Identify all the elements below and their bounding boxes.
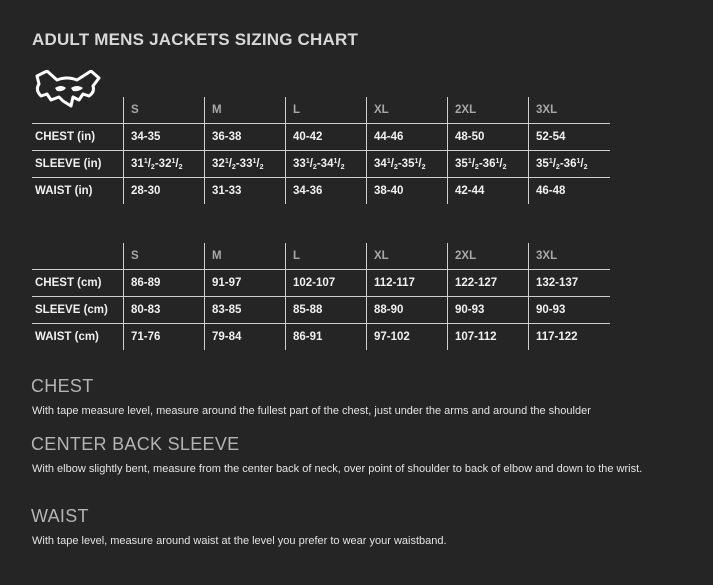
size-header-3xl: 3XL: [529, 97, 610, 124]
size-header-3xl: 3XL: [529, 243, 610, 270]
size-header-s: S: [124, 243, 205, 270]
row-label: SLEEVE (in): [32, 151, 124, 178]
size-header-row: [32, 97, 610, 124]
table-cell: 86-91: [286, 324, 367, 351]
table-cell: 107-112: [448, 324, 529, 351]
size-header-s: S: [124, 97, 205, 124]
table-cell: $35^1/_2-36^1/_2$: [529, 151, 610, 178]
table-cell: 102-107: [286, 270, 367, 297]
table-cell: $34^1/_2-35^1/_2$: [367, 151, 448, 178]
size-header-m: M: [205, 243, 286, 270]
header-corner: [32, 97, 124, 124]
size-header-xl: XL: [367, 97, 448, 124]
size-header-l: L: [286, 97, 367, 124]
table-cell: 40-42: [286, 124, 367, 151]
table-cell: 97-102: [367, 324, 448, 351]
size-header-2xl: 2XL: [448, 97, 529, 124]
table-cell: 71-76: [124, 324, 205, 351]
size-header-m: M: [205, 97, 286, 124]
row-label: WAIST (in): [32, 178, 124, 205]
table-cell: $32^1/_2-33^1/_2$: [205, 151, 286, 178]
table-cell: 79-84: [205, 324, 286, 351]
table-cell: 42-44: [448, 178, 529, 205]
table-cell: 48-50: [448, 124, 529, 151]
table-cell: 46-48: [529, 178, 610, 205]
table-cell: 117-122: [529, 324, 610, 351]
size-table-centimeters: [32, 243, 610, 350]
table-cell: 31-33: [205, 178, 286, 205]
page-title: ADULT MENS JACKETS SIZING CHART: [32, 30, 359, 49]
table-cell: 34-36: [286, 178, 367, 205]
size-table-inches: [32, 97, 610, 204]
table-cell: 90-93: [529, 297, 610, 324]
table-cell: $31^1/_2-32^1/_2$: [124, 151, 205, 178]
table-cell: 112-117: [367, 270, 448, 297]
row-label: CHEST (cm): [32, 270, 124, 297]
table-cell: 28-30: [124, 178, 205, 205]
row-label: SLEEVE (cm): [32, 297, 124, 324]
table-cell: 52-54: [529, 124, 610, 151]
table-cell: 85-88: [286, 297, 367, 324]
table-cell: 38-40: [367, 178, 448, 205]
table-row: [32, 178, 610, 205]
table-cell: 83-85: [205, 297, 286, 324]
table-row: [32, 270, 610, 297]
table-row: [32, 151, 610, 178]
table-row: [32, 124, 610, 151]
table-cell: 80-83: [124, 297, 205, 324]
table-cell: 132-137: [529, 270, 610, 297]
table-cell: $35^1/_2-36^1/_2$: [448, 151, 529, 178]
center-back-sleeve-description: With elbow slightly bent, measure from the center back of neck, over point of shoulder to back of elbow and down to the wrist.: [32, 463, 643, 475]
table-cell: 34-35: [124, 124, 205, 151]
size-header-2xl: 2XL: [448, 243, 529, 270]
table-cell: 86-89: [124, 270, 205, 297]
table-cell: 36-38: [205, 124, 286, 151]
table-cell: 91-97: [205, 270, 286, 297]
size-header-xl: XL: [367, 243, 448, 270]
table-cell: 44-46: [367, 124, 448, 151]
table-cell: 122-127: [448, 270, 529, 297]
header-corner: [32, 243, 124, 270]
center-back-sleeve-heading: CENTER BACK SLEEVE: [31, 434, 240, 454]
table-row: [32, 324, 610, 351]
table-cell: 88-90: [367, 297, 448, 324]
row-label: WAIST (cm): [32, 324, 124, 351]
size-header-row: [32, 243, 610, 270]
row-label: CHEST (in): [32, 124, 124, 151]
chest-description: With tape measure level, measure around the fullest part of the chest, just under the arms and around the shoulder: [32, 405, 591, 417]
table-cell: $33^1/_2-34^1/_2$: [286, 151, 367, 178]
waist-heading: WAIST: [31, 506, 89, 526]
table-cell: 90-93: [448, 297, 529, 324]
chest-heading: CHEST: [31, 376, 94, 396]
waist-description: With tape level, measure around waist at the level you prefer to wear your waistband.: [32, 535, 447, 547]
table-row: [32, 297, 610, 324]
size-header-l: L: [286, 243, 367, 270]
